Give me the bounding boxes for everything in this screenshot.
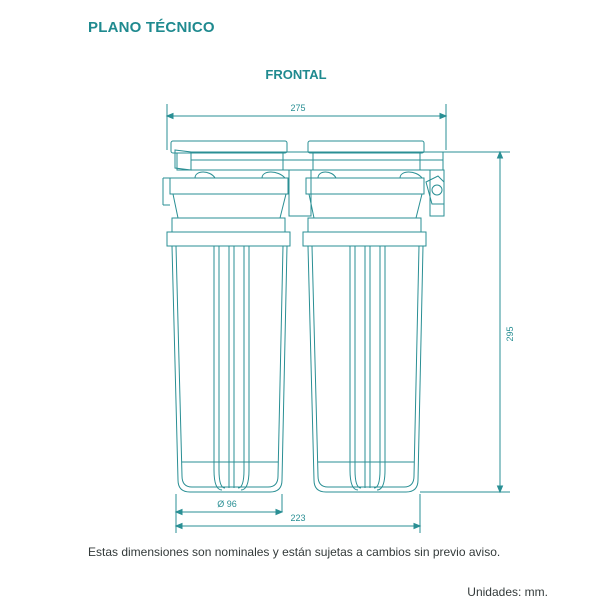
page-title: PLANO TÉCNICO	[88, 19, 215, 36]
dimension-overall-height	[420, 152, 510, 492]
disclaimer-note: Estas dimensiones son nominales y están sujetas a cambios sin previo aviso.	[88, 545, 501, 559]
dimension-overall-width	[167, 104, 446, 150]
mounting-bracket	[163, 150, 444, 216]
label-center-distance: 223	[290, 513, 306, 523]
filter-housing-left	[167, 141, 290, 492]
label-overall-height: 295	[505, 326, 515, 342]
label-overall-width: 275	[290, 103, 306, 113]
view-label: FRONTAL	[265, 67, 327, 82]
filter-housing-right	[303, 141, 426, 492]
label-housing-diameter: Ø 96	[217, 499, 237, 509]
units-label: Unidades: mm.	[467, 585, 548, 599]
